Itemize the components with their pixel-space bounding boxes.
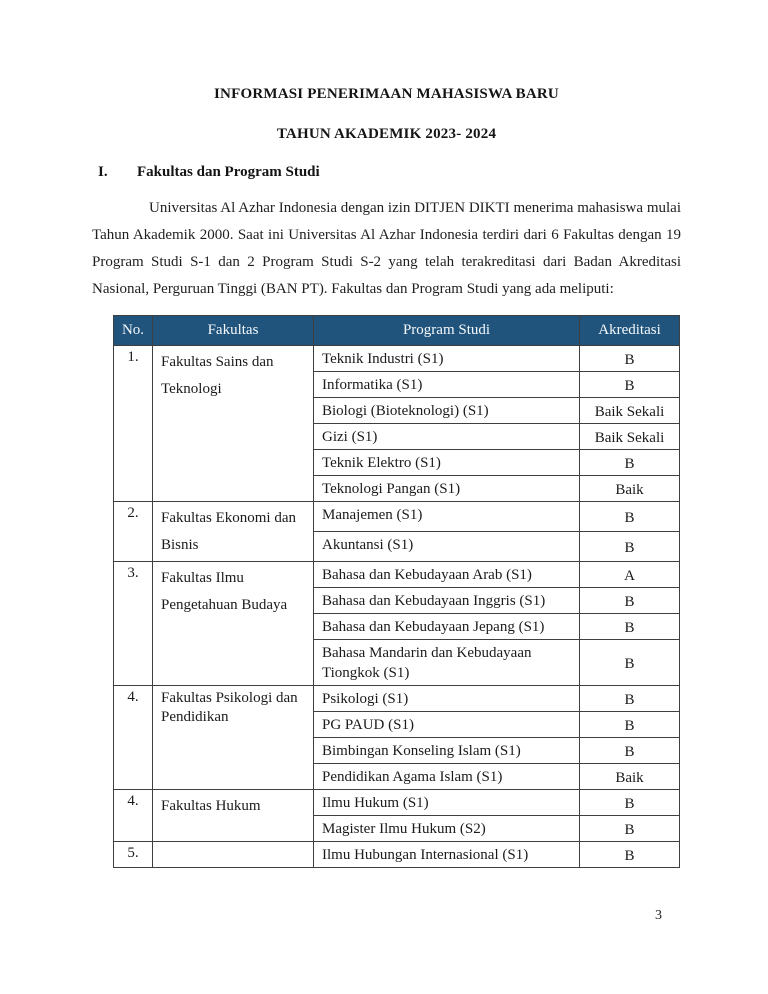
section-heading [92,164,681,181]
akreditasi-cell: Baik Sekali [580,424,680,450]
table-row [114,790,680,816]
program-cell: Teknik Industri (S1) [314,346,580,372]
akreditasi-cell: B [580,588,680,614]
column-header-fakultas: Fakultas [153,316,314,346]
no-cell: 5. [114,842,153,868]
section-title: Fakultas dan Program Studi [137,164,320,180]
no-cell: 4. [114,790,153,842]
program-cell: Manajemen (S1) [314,502,580,532]
page-number: 3 [655,908,662,923]
program-cell: Magister Ilmu Hukum (S2) [314,816,580,842]
program-cell: Teknik Elektro (S1) [314,450,580,476]
akreditasi-cell: Baik Sekali [580,398,680,424]
program-cell: Bimbingan Konseling Islam (S1) [314,738,580,764]
program-cell: Ilmu Hukum (S1) [314,790,580,816]
document-title-line1: INFORMASI PENERIMAAN MAHASISWA BARU [214,86,559,102]
program-cell: Teknologi Pangan (S1) [314,476,580,502]
document-content [92,0,681,868]
program-cell: Psikologi (S1) [314,686,580,712]
column-header-no: No. [114,316,153,346]
akreditasi-cell: B [580,640,680,686]
akreditasi-cell: B [580,816,680,842]
table-header-row [114,316,680,346]
no-cell: 1. [114,346,153,502]
no-cell: 3. [114,562,153,686]
akreditasi-cell: B [580,346,680,372]
program-cell: Bahasa dan Kebudayaan Jepang (S1) [314,614,580,640]
program-cell: PG PAUD (S1) [314,712,580,738]
akreditasi-cell: B [580,712,680,738]
document-title-line2: TAHUN AKADEMIK 2023- 2024 [276,126,497,142]
akreditasi-cell: B [580,686,680,712]
program-cell: Bahasa dan Kebudayaan Inggris (S1) [314,588,580,614]
column-header-akreditasi: Akreditasi [580,316,680,346]
fakultas-cell: Fakultas Hukum [153,790,314,842]
table-row [114,502,680,532]
intro-paragraph: Universitas Al Azhar Indonesia dengan izin DITJEN DIKTI menerima mahasiswa mulai Tahun Akademik 2000. Saat ini Universitas Al Azhar Indonesia terdiri dari 6 Fakultas dengan 19 Program Studi S-1 dan 2 Program Studi S-2 yang telah terakreditasi dari Badan Akreditasi Nasional, Perguruan Tinggi (BAN PT). Fakultas dan Program Studi yang ada meliputi: [92,200,681,297]
program-cell: Bahasa Mandarin dan Kebudayaan Tiongkok (S1) [314,640,580,686]
akreditasi-cell: Baik [580,764,680,790]
fakultas-cell: Fakultas Sains dan Teknologi [153,346,314,502]
program-cell: Ilmu Hubungan Internasional (S1) [314,842,580,868]
no-cell: 4. [114,686,153,790]
akreditasi-cell: B [580,614,680,640]
table-row [114,842,680,868]
akreditasi-cell: B [580,502,680,532]
akreditasi-cell: B [580,842,680,868]
program-cell: Informatika (S1) [314,372,580,398]
akreditasi-cell: B [580,790,680,816]
table-row [114,346,680,372]
table-row [114,686,680,712]
table-row [114,562,680,588]
akreditasi-cell: B [580,372,680,398]
program-cell: Pendidikan Agama Islam (S1) [314,764,580,790]
program-cell: Bahasa dan Kebudayaan Arab (S1) [314,562,580,588]
section-number: I. [98,164,108,180]
program-cell: Akuntansi (S1) [314,532,580,562]
program-cell: Biologi (Bioteknologi) (S1) [314,398,580,424]
fakultas-cell [153,842,314,868]
fakultas-cell: Fakultas Ilmu Pengetahuan Budaya [153,562,314,686]
akreditasi-cell: B [580,738,680,764]
program-cell: Gizi (S1) [314,424,580,450]
fakultas-cell: Fakultas Psikologi dan Pendidikan [153,686,314,790]
no-cell: 2. [114,502,153,562]
faculty-table [113,315,680,868]
akreditasi-cell: B [580,532,680,562]
column-header-program-studi: Program Studi [314,316,580,346]
akreditasi-cell: B [580,450,680,476]
fakultas-cell: Fakultas Ekonomi dan Bisnis [153,502,314,562]
akreditasi-cell: Baik [580,476,680,502]
akreditasi-cell: A [580,562,680,588]
